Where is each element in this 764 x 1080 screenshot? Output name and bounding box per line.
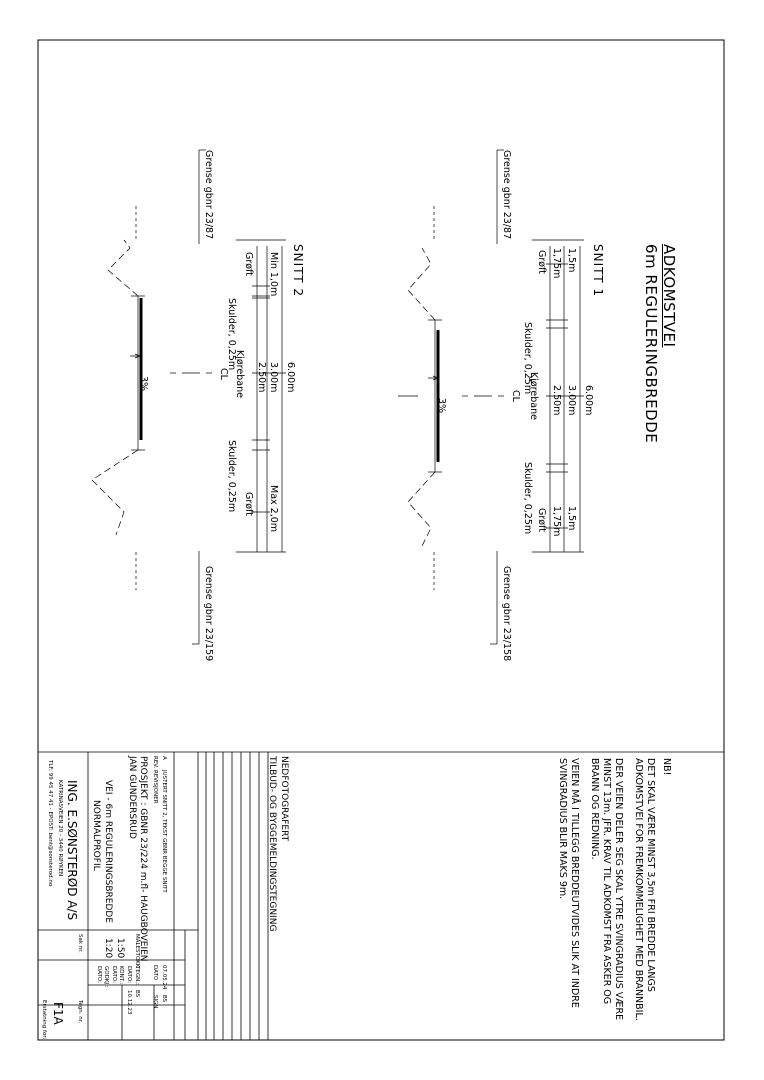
rev-head-sign: SIGN. <box>152 995 158 1011</box>
appr-label: GODKJ.: <box>103 966 109 988</box>
s2-left-ditch-dim: Min 1,0m <box>268 252 279 297</box>
s2-lane-label: Kjørebane <box>234 350 245 398</box>
drawing-no-label: Tegn. nr. <box>77 1000 83 1024</box>
rev-letter: A <box>161 756 167 760</box>
s2-lane-dim: 2.50m <box>256 362 267 393</box>
s2-right-ditch-label: Grøft <box>243 492 254 516</box>
drawn-value: BS <box>134 990 140 998</box>
case-label: Sak nr. <box>77 934 83 953</box>
s1-right-ditch-dim: 1,75m <box>551 506 562 537</box>
company: ING. E.SØNSTERØD A/S <box>65 780 79 921</box>
stage-2: TILBUD- OG BYGGEMELDINGSTEGNING <box>267 756 277 932</box>
drawn-date: 10.12.23 <box>126 990 132 1015</box>
scale-label: MÅLESTOKK <box>134 934 140 968</box>
stage-1: NEDFOTOGRAFERT <box>279 756 289 842</box>
s1-lane-dim: 2.50m <box>551 385 562 416</box>
s1-shoulder-right: Skulder, 0,25m <box>522 462 533 535</box>
s1-cl-label: CL <box>510 390 521 402</box>
rev-date: 07.05.24 <box>161 965 167 990</box>
note-2: DER VEIEN DELER SEG SKAL YTRE SVINGRADIUS VÆRE MINST 13m. JFR. KRAV TIL ADKOMST FRA ASKER OG BRANN OG REDNING. <box>589 758 624 1021</box>
notes-heading: NB! <box>661 758 672 776</box>
section-1-label: SNITT 1 <box>591 244 605 298</box>
s2-shoulder-left: Skulder, 0,25m <box>226 298 237 371</box>
s1-boundary-left: Grense gbnr 23/87 <box>501 150 512 240</box>
s1-half-dim: 3.00m <box>566 385 577 416</box>
s1-right-ditch-label: Grøft <box>536 508 547 532</box>
drawn-date-label: DATO: <box>126 966 132 983</box>
scale-1: 1:50 <box>115 938 125 959</box>
appr-date-label: DATO: <box>96 966 102 983</box>
rev-head: REV. <box>152 756 158 769</box>
s2-total-dim: 6.00m <box>285 362 296 393</box>
contact: TLF: 99 45 47 41 - EPOST: bent@sonsterod.no <box>47 760 53 887</box>
s2-cl-label: CL <box>218 368 229 380</box>
s2-boundary-left: Grense gbnr 23/87 <box>203 150 214 240</box>
rev-sign: BS <box>161 995 167 1003</box>
ctrl-date-label: DATO: <box>111 966 117 983</box>
s2-left-ditch-label: Grøft <box>243 252 254 276</box>
s1-slope: 3% <box>436 398 447 414</box>
project: PROSJEKT : GBNR 23/224 m.fl- HAUGBOVEIEN <box>138 756 148 962</box>
drawn-label: TEGN.: <box>134 966 140 985</box>
drawing-subtitle: 6m REGULERINGBREDDE <box>642 244 660 444</box>
s1-total-dim: 6.00m <box>583 385 594 416</box>
note-1: DET SKAL VÆRE MINST 3,5m FRI BREDDE LANGS ADKOMSTVEI FOR FREMKOMMELIGHET MED BRANNBIL. <box>633 758 656 1021</box>
s2-boundary-right: Grense gbnr 23/159 <box>203 566 214 662</box>
desc-2: NORMALPROFIL <box>91 800 101 871</box>
rev-head-date: DATO <box>152 965 158 981</box>
drawing-no: F1A <box>51 1002 65 1025</box>
ctrl-label: KONT.: <box>118 966 124 985</box>
scale-2: 1:20 <box>103 938 113 959</box>
replaces-label: Erstatning for: <box>41 1000 47 1040</box>
s1-left-ditch-dim: 1,75m <box>551 248 562 279</box>
address: KATRINASVEIEN 20 - 3440 RØYKEN <box>57 780 63 877</box>
s1-shoulder-left: Skulder, 0,25m <box>522 322 533 395</box>
desc-1: VEI - 6m REGULERINGSBREDDE <box>103 780 113 924</box>
s1-left-ditch-label: Grøft <box>536 250 547 274</box>
rev-text: JUSTERT SNITT 2, TEKST GBNR BEGGE SNITT <box>161 770 167 893</box>
s1-left-outer-dim: 1,5m <box>566 248 577 273</box>
section-2-label: SNITT 2 <box>291 244 305 298</box>
s2-slope: 3% <box>138 376 149 392</box>
drawing-title: ADKOMSTVEI <box>660 244 678 348</box>
rev-head-text: REVISJONER <box>152 770 158 804</box>
s1-boundary-right: Grense gbnr 23/158 <box>501 566 512 662</box>
s2-half-dim: 3.00m <box>268 362 279 393</box>
s1-lane-label: Kjørebane <box>528 372 539 420</box>
note-3: VEIEN MÅ I TILLEGG BREDDEUTVIDES SLIK AT INDRE SVINGRADIUS BLIR MAKS 9m. <box>557 758 580 1008</box>
s2-shoulder-right: Skulder, 0,25m <box>226 440 237 513</box>
s2-right-ditch-dim: Max 2,0m <box>268 485 279 533</box>
s1-right-outer-dim: 1,5m <box>566 506 577 531</box>
client: JAN GUNDERSRUD <box>127 756 137 839</box>
